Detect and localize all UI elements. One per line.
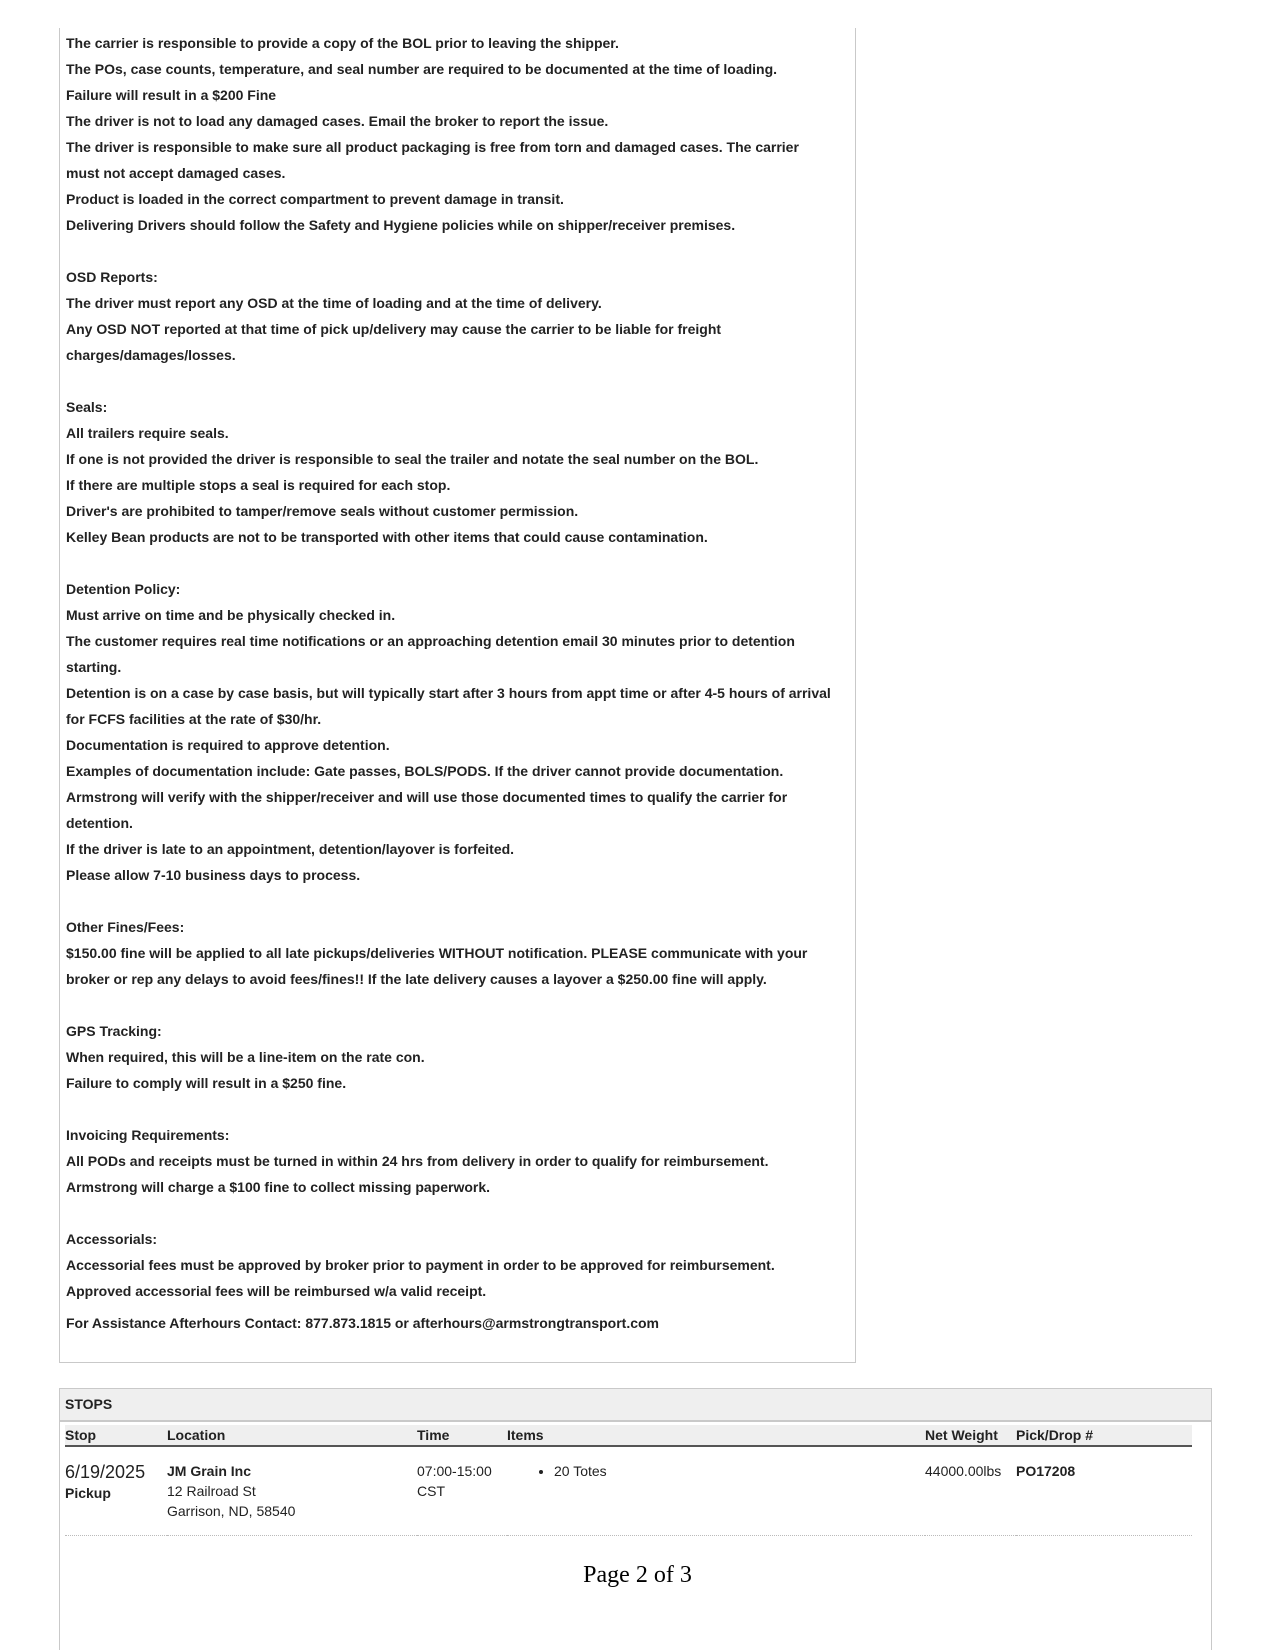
column-header-pick-drop: Pick/Drop # <box>1016 1425 1192 1446</box>
time-cell <box>417 1446 507 1536</box>
location-address-line2: Garrison, ND, 58540 <box>167 1503 296 1519</box>
terms-line: Failure will result in a $200 Fine <box>66 87 277 103</box>
terms-line: Driver's are prohibited to tamper/remove seals without customer permission. <box>66 503 579 519</box>
stops-table-header-row <box>65 1425 1192 1446</box>
terms-line: Detention is on a case by case basis, but will typically start after 3 hours from appt time or after 4-5 hours of arrival <box>66 685 831 701</box>
terms-line: The driver is not to load any damaged cases. Email the broker to report the issue. <box>66 113 609 129</box>
terms-spacer <box>66 368 855 394</box>
terms-line: All PODs and receipts must be turned in within 24 hrs from delivery in order to qualify for reimbursement. <box>66 1153 769 1169</box>
terms-line: The POs, case counts, temperature, and seal number are required to be documented at the time of loading. <box>66 61 778 77</box>
column-header-location: Location <box>167 1425 417 1446</box>
page-number: Page 2 of 3 <box>583 1562 692 1588</box>
terms-line: Seals: <box>66 399 108 415</box>
time-window: 07:00-15:00 <box>417 1463 492 1479</box>
stop-date: 6/19/2025 <box>65 1462 146 1482</box>
terms-line: The driver is responsible to make sure all product packaging is free from torn and damaged cases. The carrier <box>66 139 799 155</box>
stop-cell <box>65 1446 167 1536</box>
terms-line: Approved accessorial fees will be reimbursed w/a valid receipt. <box>66 1283 487 1299</box>
terms-line: Accessorials: <box>66 1231 158 1247</box>
items-list <box>507 1461 925 1481</box>
terms-line: Examples of documentation include: Gate passes, BOLS/PODS. If the driver cannot provide documentation. <box>66 763 784 779</box>
terms-line: Please allow 7-10 business days to process. <box>66 867 361 883</box>
terms-lines <box>66 30 855 1304</box>
stops-header: STOPS <box>60 1389 1211 1422</box>
pick-drop-number: PO17208 <box>1016 1463 1076 1479</box>
terms-line: $150.00 fine will be applied to all late pickups/deliveries WITHOUT notification. PLEASE communicate with your <box>66 945 808 961</box>
column-header-stop: Stop <box>65 1425 167 1446</box>
terms-line: All trailers require seals. <box>66 425 229 441</box>
terms-line: If the driver is late to an appointment, detention/layover is forfeited. <box>66 841 515 857</box>
terms-section <box>59 28 856 1363</box>
terms-line: for FCFS facilities at the rate of $30/hr. <box>66 711 322 727</box>
terms-line: Kelley Bean products are not to be transported with other items that could cause contamination. <box>66 529 708 545</box>
terms-line: Product is loaded in the correct compartment to prevent damage in transit. <box>66 191 564 207</box>
terms-line: starting. <box>66 659 122 675</box>
list-item: • 20 Totes <box>554 1461 925 1481</box>
terms-line: If there are multiple stops a seal is required for each stop. <box>66 477 451 493</box>
terms-line: When required, this will be a line-item on the rate con. <box>66 1049 425 1065</box>
terms-line: Armstrong will charge a $100 fine to collect missing paperwork. <box>66 1179 491 1195</box>
location-address-line1: 12 Railroad St <box>167 1483 256 1499</box>
terms-spacer <box>66 238 855 264</box>
terms-line: Documentation is required to approve detention. <box>66 737 390 753</box>
terms-line: Detention Policy: <box>66 581 181 597</box>
terms-line: OSD Reports: <box>66 269 158 285</box>
terms-spacer <box>66 888 855 914</box>
terms-line: detention. <box>66 815 133 831</box>
stops-table <box>65 1425 1192 1536</box>
terms-spacer <box>66 1096 855 1122</box>
terms-line: If one is not provided the driver is responsible to seal the trailer and notate the seal number on the BOL. <box>66 451 759 467</box>
terms-line: Armstrong will verify with the shipper/receiver and will use those documented times to qualify the carrier for <box>66 789 788 805</box>
stop-type: Pickup <box>65 1485 111 1501</box>
terms-line: Accessorial fees must be approved by broker prior to payment in order to be approved for reimbursement. <box>66 1257 775 1273</box>
location-cell <box>167 1446 417 1536</box>
net-weight-cell: 44000.00lbs <box>925 1446 1016 1536</box>
terms-line: Any OSD NOT reported at that time of pick up/delivery may cause the carrier to be liable for freight <box>66 321 722 337</box>
pick-drop-cell <box>1016 1446 1192 1536</box>
terms-line: The customer requires real time notifications or an approaching detention email 30 minutes prior to detention <box>66 633 795 649</box>
afterhours-contact: For Assistance Afterhours Contact: 877.873.1815 or afterhours@armstrongtransport.com <box>66 1315 659 1331</box>
terms-line: Invoicing Requirements: <box>66 1127 230 1143</box>
terms-line: GPS Tracking: <box>66 1023 162 1039</box>
terms-line: The driver must report any OSD at the time of loading and at the time of delivery. <box>66 295 602 311</box>
location-name: JM Grain Inc <box>167 1463 252 1479</box>
terms-spacer <box>66 550 855 576</box>
column-header-items: Items <box>507 1425 925 1446</box>
terms-line: Other Fines/Fees: <box>66 919 185 935</box>
column-header-time: Time <box>417 1425 507 1446</box>
terms-spacer <box>66 1200 855 1226</box>
terms-line: The carrier is responsible to provide a copy of the BOL prior to leaving the shipper. <box>66 35 619 51</box>
terms-line: Delivering Drivers should follow the Safety and Hygiene policies while on shipper/receiver premises. <box>66 217 736 233</box>
table-row <box>65 1446 1192 1536</box>
terms-line: charges/damages/losses. <box>66 347 236 363</box>
terms-line: Failure to comply will result in a $250 fine. <box>66 1075 347 1091</box>
column-header-net-weight: Net Weight <box>925 1425 1016 1446</box>
items-cell <box>507 1446 925 1536</box>
time-zone: CST <box>417 1483 445 1499</box>
terms-line: broker or rep any delays to avoid fees/fines!! If the late delivery causes a layover a $250.00 fine will apply. <box>66 971 767 987</box>
terms-spacer <box>66 992 855 1018</box>
terms-line: Must arrive on time and be physically checked in. <box>66 607 396 623</box>
terms-line: must not accept damaged cases. <box>66 165 286 181</box>
stops-section <box>59 1388 1212 1650</box>
